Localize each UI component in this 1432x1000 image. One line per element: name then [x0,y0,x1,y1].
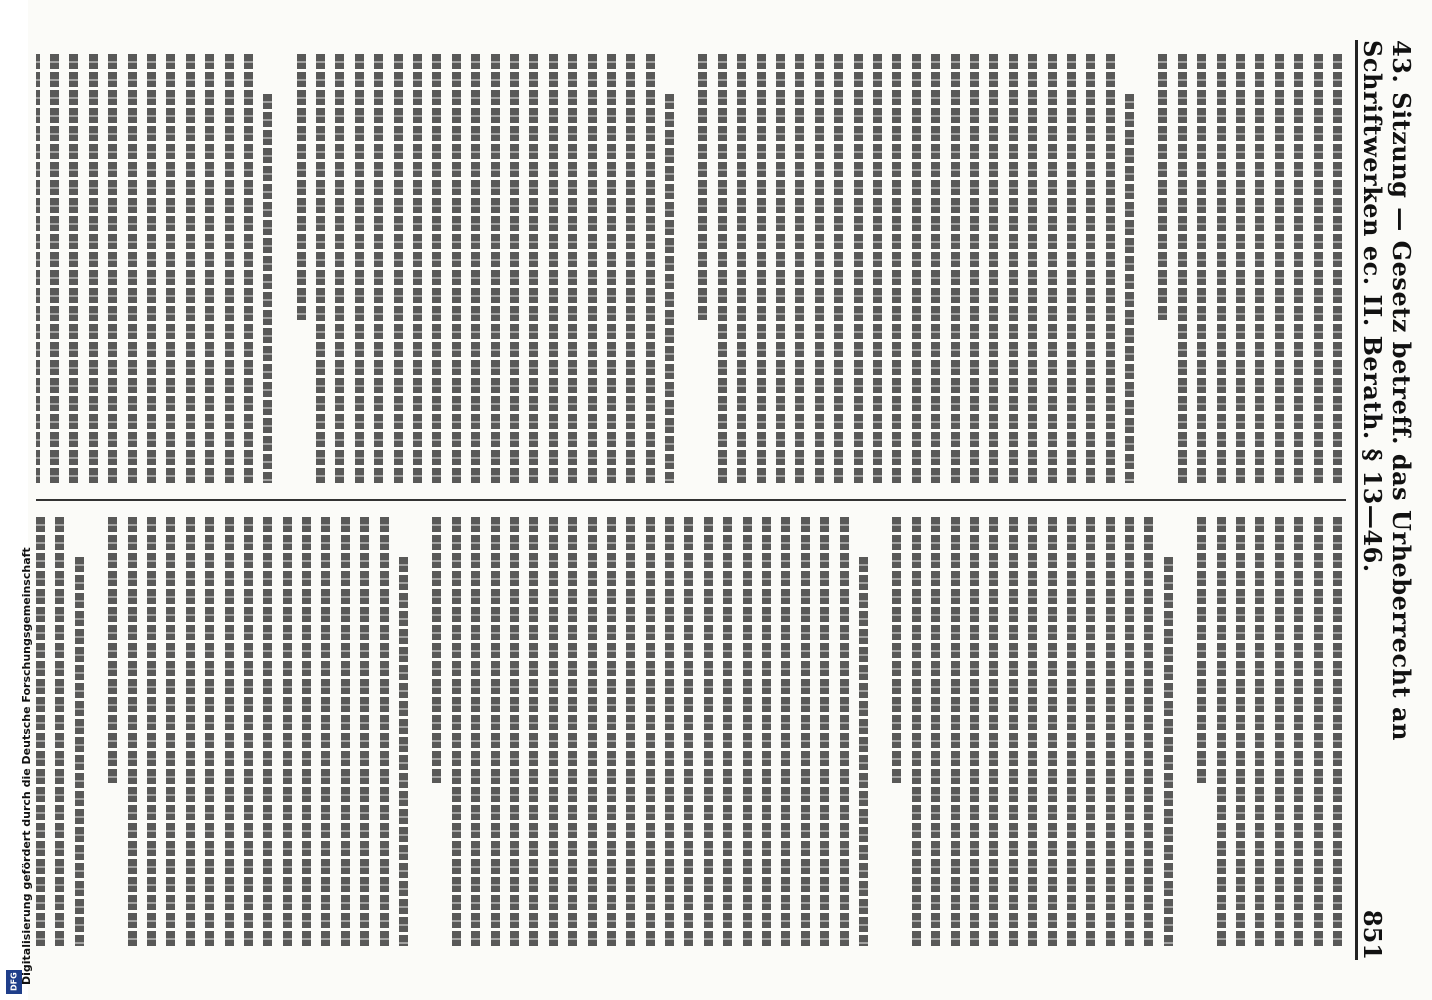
dfg-logo: DFG [6,970,22,994]
column-divider [36,499,1346,501]
text-line [1009,517,1018,946]
text-line [718,54,727,483]
text-line [205,517,214,946]
text-line [491,517,500,946]
text-line [737,54,746,483]
text-line [1028,517,1037,946]
text-line [1236,54,1245,483]
paragraph-gap [84,517,98,946]
header-title: 43. Sitzung — Gesetz betreff. das Urheberrecht an Schriftwerken ec. II. Berath. § 13—46. [1358,40,1416,741]
text-line [510,517,519,946]
text-line [244,54,253,483]
text-line [166,517,175,946]
text-line [225,54,234,483]
text-line [912,517,921,946]
text-line [892,517,901,783]
text-line [834,54,843,483]
paragraph-gap [408,517,422,946]
running-header [1355,40,1416,960]
text-line [1314,517,1323,946]
text-line [471,54,480,483]
text-line [452,54,461,483]
text-line [892,54,901,483]
text-line [723,517,732,946]
text-line [970,54,979,483]
text-line [263,94,272,483]
text-line [432,517,441,783]
text-line [1106,517,1115,946]
text-line [1106,54,1115,483]
right-column-text [36,503,1346,960]
text-line [607,517,616,946]
text-line [1125,94,1134,483]
text-line [529,54,538,483]
text-line [399,557,408,946]
text-line [360,517,369,946]
text-line [989,54,998,483]
text-line [1144,517,1153,946]
text-line [1067,54,1076,483]
text-line [1217,517,1226,946]
text-line [989,517,998,946]
funding-note: Digitalisierung gefördert durch die Deutsche Forschungsgemeinschaft [20,547,33,985]
text-line [69,54,78,483]
text-line [36,54,40,483]
text-line [568,517,577,946]
text-line [432,54,441,483]
text-line [646,517,655,946]
text-line [186,54,195,483]
text-line [147,54,156,483]
text-line [128,517,137,946]
text-line [1197,517,1206,783]
text-line [36,517,45,946]
text-columns [36,40,1346,960]
text-line [1048,517,1057,946]
text-line [374,54,383,483]
text-line [225,517,234,946]
text-line [840,517,849,946]
text-line [510,54,519,483]
text-line [951,517,960,946]
paragraph-gap [674,54,688,483]
paragraph-gap [868,517,882,946]
text-line [491,54,500,483]
text-line [815,54,824,483]
text-line [1314,54,1323,483]
text-line [549,517,558,946]
text-line [1255,54,1264,483]
text-line [646,54,655,483]
text-line [205,54,214,483]
text-line [801,517,810,946]
text-line [762,517,771,946]
text-line [413,54,422,483]
text-line [1178,54,1187,483]
text-line [263,517,272,946]
text-line [321,517,330,946]
text-line [341,517,350,946]
text-line [1086,54,1095,483]
page-number: 851 [1358,909,1387,960]
text-line [1067,517,1076,946]
text-line [588,517,597,946]
paragraph-gap [272,54,286,483]
text-line [1275,517,1284,946]
text-line [1275,54,1284,483]
text-line [108,517,117,783]
text-line [699,54,708,320]
text-line [394,54,403,483]
text-line [108,54,117,483]
text-line [335,54,344,483]
text-line [452,517,461,946]
text-line [1294,517,1303,946]
text-line [128,54,137,483]
text-line [1125,517,1134,946]
text-line [147,517,156,946]
text-line [859,557,868,946]
text-line [931,517,940,946]
text-line [685,517,694,946]
text-line [588,54,597,483]
text-line [1086,517,1095,946]
paragraph-gap [1134,54,1148,483]
text-line [970,517,979,946]
text-line [1333,54,1342,483]
text-line [1255,517,1264,946]
digitization-footer [0,0,33,1000]
text-line [75,557,84,946]
text-line [704,517,713,946]
text-line [795,54,804,483]
text-line [1164,557,1173,946]
paragraph-gap [1173,517,1187,946]
text-line [626,54,635,483]
text-line [55,517,64,946]
text-line [1217,54,1226,483]
text-line [529,517,538,946]
text-line [776,54,785,483]
text-line [820,517,829,946]
text-line [1048,54,1057,483]
text-line [1197,54,1206,483]
text-line [607,54,616,483]
text-line [951,54,960,483]
text-line [1158,54,1167,320]
text-line [380,517,389,946]
text-line [316,54,325,483]
text-line [912,54,921,483]
text-line [283,517,292,946]
text-line [355,54,364,483]
text-line [471,517,480,946]
text-line [50,54,59,483]
text-line [1294,54,1303,483]
text-line [626,517,635,946]
text-line [297,54,306,320]
text-line [781,517,790,946]
text-line [931,54,940,483]
text-line [873,54,882,483]
text-line [166,54,175,483]
text-line [89,54,98,483]
text-line [1028,54,1037,483]
text-line [665,94,674,483]
text-line [665,517,674,946]
text-line [757,54,766,483]
text-line [1333,517,1342,946]
text-line [549,54,558,483]
text-line [244,517,253,946]
text-line [1236,517,1245,946]
text-line [302,517,311,946]
text-line [1009,54,1018,483]
text-line [743,517,752,946]
text-line [854,54,863,483]
text-line [568,54,577,483]
left-column-text [36,40,1346,497]
text-line [186,517,195,946]
